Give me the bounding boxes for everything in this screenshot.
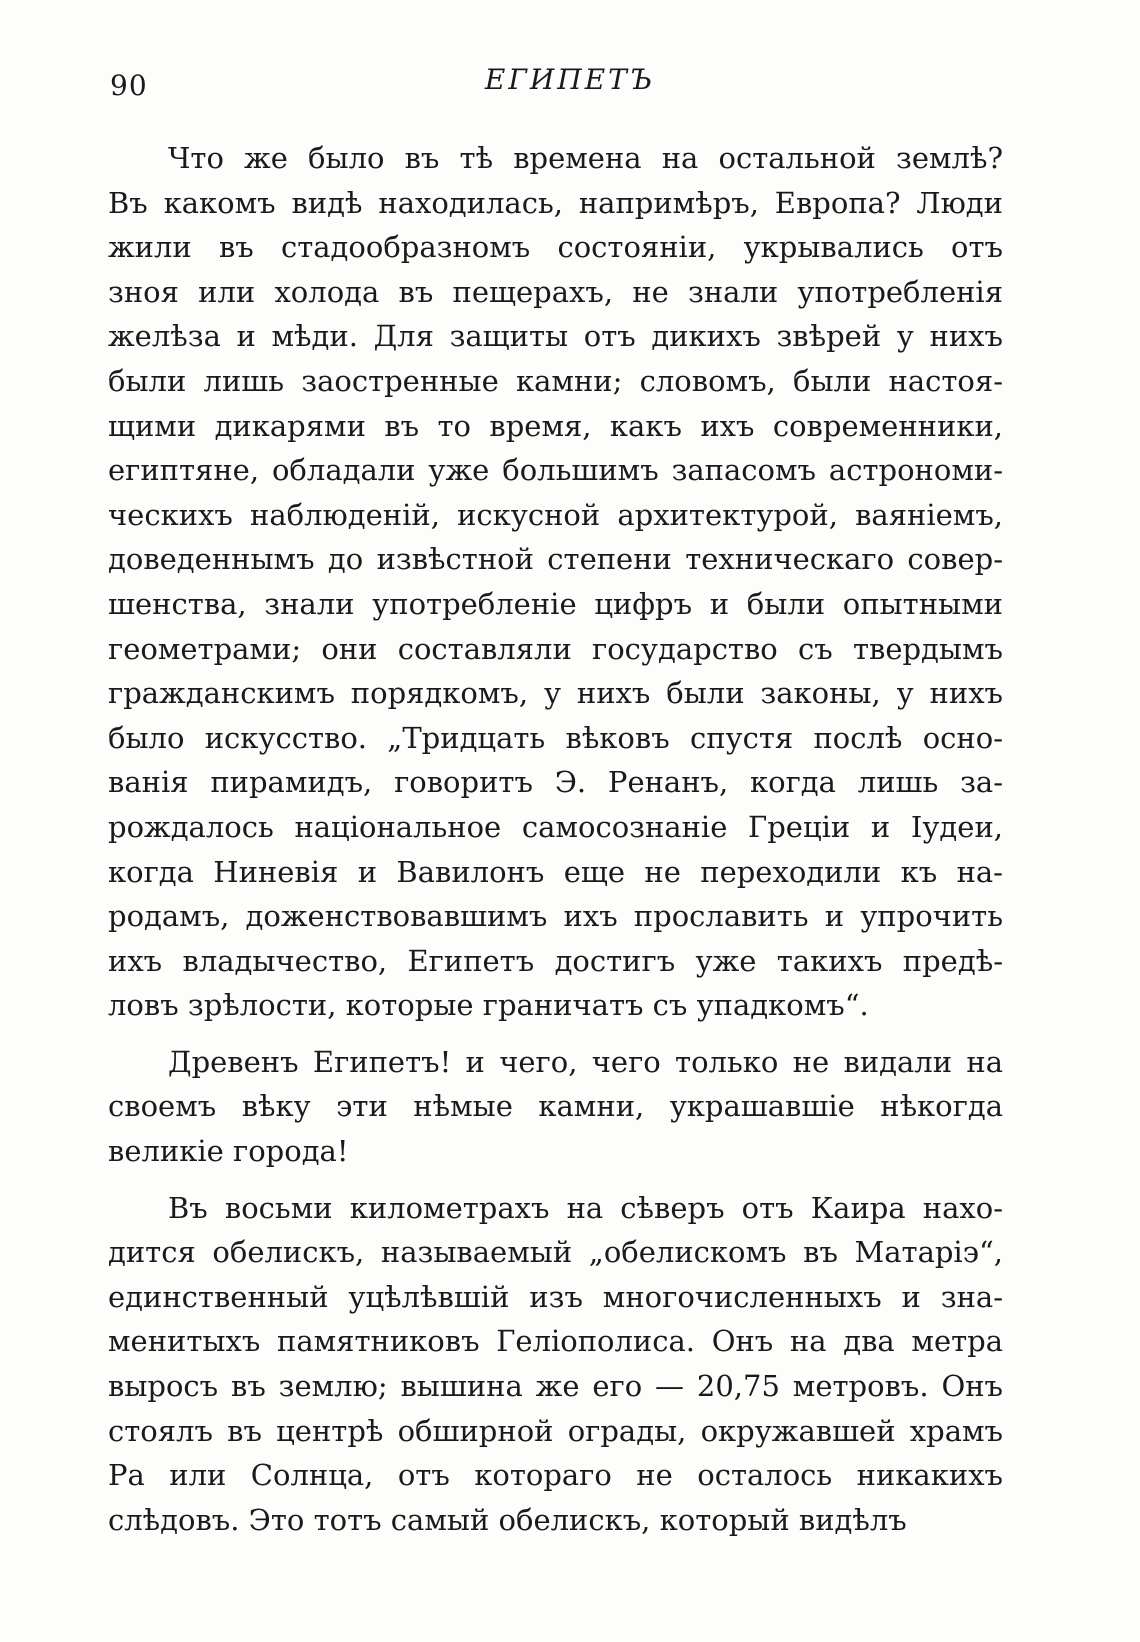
text-line: доведеннымъ до извѣстной степени техническаго совер- bbox=[108, 542, 1003, 577]
paragraph bbox=[108, 1040, 1003, 1174]
text-line: ческихъ наблюденiй, искусной архитектурой, ваянiемъ, bbox=[108, 497, 1003, 532]
text-line: зноя или холода въ пещерахъ, не знали употребленiя bbox=[108, 274, 1003, 309]
text-line: египтяне, обладали уже большимъ запасомъ астрономи- bbox=[108, 453, 1003, 488]
page-body bbox=[108, 136, 1003, 1554]
text-line: Что же было въ тѣ времена на остальной землѣ? bbox=[168, 141, 1003, 175]
running-title: ЕГИПЕТЪ bbox=[484, 63, 656, 96]
text-line: Древенъ Египетъ! и чего, чего только не видали на bbox=[168, 1044, 1003, 1079]
paragraph bbox=[108, 136, 1003, 1028]
text-line: жили въ стадообразномъ состоянiи, укрывались отъ bbox=[108, 230, 1003, 265]
text-line: дится обелискъ, называемый „обелискомъ въ Матарiэ“, bbox=[108, 1235, 1003, 1270]
text-line: гражданскимъ порядкомъ, у нихъ были законы, у нихъ bbox=[108, 676, 1003, 711]
text-line: ихъ владычество, Египетъ достигъ уже такихъ предѣ- bbox=[108, 943, 1003, 978]
text-line: были лишь заостренные камни; словомъ, были настоя- bbox=[108, 363, 1003, 398]
text-line: было искусство. „Тридцать вѣковъ спустя послѣ осно- bbox=[108, 720, 1003, 755]
text-line: единственный уцѣлѣвшiй изъ многочисленныхъ и зна- bbox=[108, 1279, 1003, 1314]
text-line: ловъ зрѣлости, которые граничатъ съ упадкомъ“. bbox=[108, 988, 869, 1023]
text-line: рождалось нацiональное самосознанiе Грецiи и Iудеи, bbox=[108, 809, 1003, 844]
text-line: геометрами; они составляли государство съ твердымъ bbox=[108, 631, 1003, 666]
text-line: шенства, знали употребленiе цифръ и были опытными bbox=[108, 586, 1003, 621]
text-line: стоялъ въ центрѣ обширной ограды, окружавшей храмъ bbox=[108, 1413, 1003, 1448]
text-line: своемъ вѣку эти нѣмые камни, украшавшiе нѣкогда bbox=[108, 1089, 1003, 1124]
paragraph bbox=[108, 1186, 1003, 1543]
text-line: менитыхъ памятниковъ Гелiополиса. Онъ на два метра bbox=[108, 1324, 1003, 1359]
text-line: слѣдовъ. Это тотъ самый обелискъ, который видѣлъ bbox=[108, 1502, 907, 1537]
text-line: желѣза и мѣди. Для защиты отъ дикихъ звѣрей у нихъ bbox=[108, 319, 1003, 354]
text-line: Ра или Солнца, отъ котораго не осталось никакихъ bbox=[108, 1458, 1003, 1493]
text-line: щими дикарями въ то время, какъ ихъ современники, bbox=[108, 408, 1003, 443]
text-line: когда Ниневiя и Вавилонъ еще не переходили къ на- bbox=[108, 854, 1003, 889]
text-line: Въ восьми километрахъ на сѣверъ отъ Каира нахо- bbox=[168, 1190, 1003, 1225]
text-line: ванiя пирамидъ, говоритъ Э. Ренанъ, когда лишь за- bbox=[108, 765, 1003, 800]
text-line: великiе города! bbox=[108, 1134, 349, 1169]
page-number: 90 bbox=[110, 69, 148, 102]
text-line: выросъ въ землю; вышина же его — 20,75 метровъ. Онъ bbox=[108, 1369, 1003, 1404]
text-line: Въ какомъ видѣ находилась, напримѣръ, Европа? Люди bbox=[108, 185, 1003, 220]
text-line: родамъ, доженствовавшимъ ихъ прославить и упрочить bbox=[108, 899, 1003, 934]
